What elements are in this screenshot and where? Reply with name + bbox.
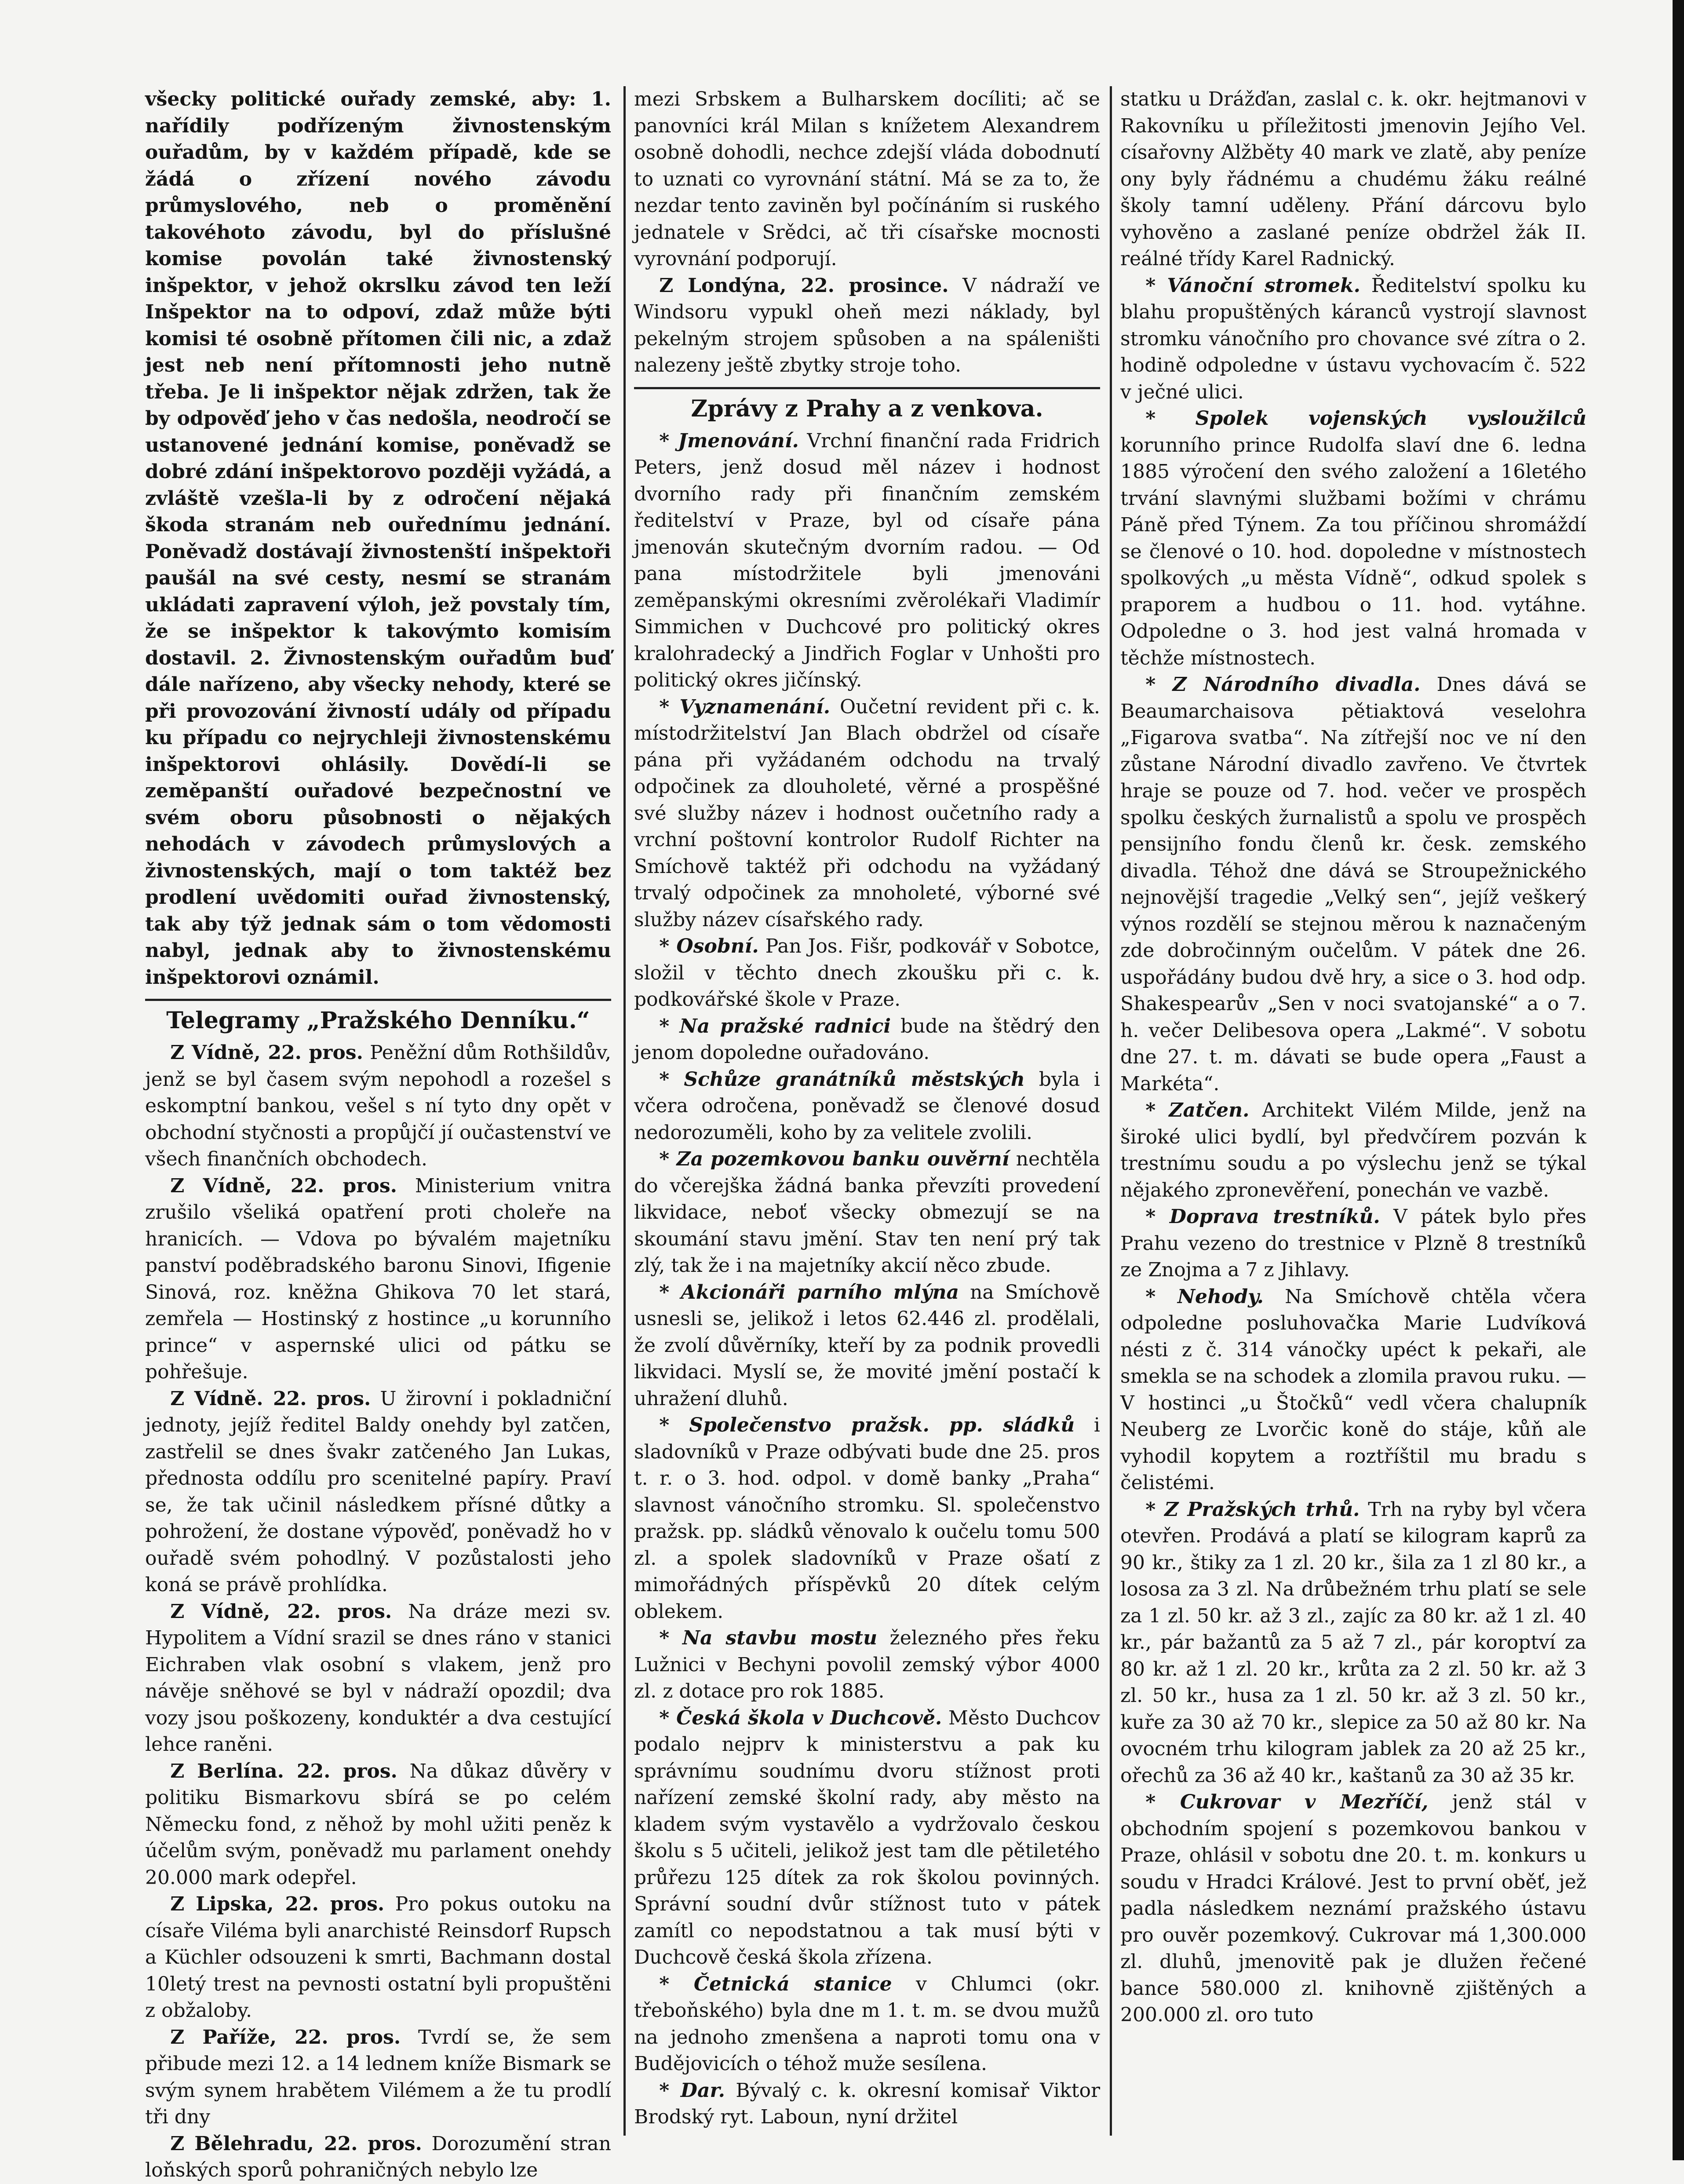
article-text: všecky politické ouřady zemské, aby: 1. nařídily podřízeným živnostenským ouřadům, by v každém případě, kde se žádá o zřízení nového závodu průmyslového, neb o proměnění takovéhoto závodu, byl do příslušné komise povolán také živnostenský inšpektor, v jehož okrslku závod ten leží Inšpektor na to odpoví, zdaž může býti komisi té osobně přítomen čili nic, a zdaž jest neb není přítomnosti jeho nutně třeba. Je li inšpektor nějak zdržen, tak že by odpověď jeho v čas nedošla, neodročí se ustanovené jednání komise, poněvadž se dobré zdání inšpektorovo později vyžádá, a zvláště vzešla-li by z odročení nějaká škoda stranám neb ouřednímu jednání. Poněvadž dostávají živnostenští inšpektoři paušál na své cesty, nesmí se stranám ukládati zapravení výloh, jež povstaly tím, že se inšpektor k takovýmto komisím dostavil. 2. Živnostenským ouřadům buď dále nařízeno, aby všecky nehody, které se při provozování živností udály od případu ku případu co nejrychleji živnostenskému inšpektorovi ohlásily. Dovědí-li se zeměpanští ouřadové bezpečnostní ve svém oboru působnosti o nějakých nehodách v závodech průmyslových a živnostenských, mají o tom taktéž bez prodlení uvědomiti ouřad živnostenský, tak aby týž jednak sám o tom vědomosti nabyl, jednak aby to živnostenskému inšpektorovi oznámil. bbox=[145, 88, 611, 989]
news-kicker: * Z Národního divadla. bbox=[1145, 673, 1421, 696]
news-kicker: * Na stavbu mostu bbox=[659, 1627, 878, 1649]
news-text: Trh na ryby byl včera otevřen. Prodává a platí se kilogram kaprů za 90 kr., štiky za 1 zl. 20 kr., šila za 1 zl 80 kr., a lososa za 3 zl. Na drůbežném trhu platí se sele za 1 zl. 50 kr. až 3 zl., zajíc za 80 kr. až 1 zl. 40 kr., pár bažantů za 5 až 7 zl., pár koroptví za 80 kr. až 1 zl. 20 kr., krůta za 2 zl. 50 kr. až 3 zl. 50 kr., husa za 1 zl. 50 kr. až 3 zl. 50 kr., kuře za 30 až 70 kr., slepice za 50 až 80 kr. Na ovocném trhu kilogram jablek za 20 až 25 kr., ořechů za 36 až 40 kr., kaštanů za 30 až 35 kr. bbox=[1120, 1498, 1586, 1787]
news-text: Město Duchcov podalo nejprv k ministerstvu a pak ku správnímu soudnímu dvoru stížnost proti nařízení zemské školní rady, aby město na kladem svým vystavělo a vydržovalo českou školu s 5 učiteli, jelikož jest tam dle pětiletého průřezu 125 dítek za rok školou povinných. Správní soudní dvůr stížnost tuto v pátek zamítl co nepodstatnou a tak musí býti v Duchcově česká škola zřízena. bbox=[634, 1706, 1100, 1969]
news-kicker: * Akcionáři parního mlýna bbox=[659, 1281, 959, 1304]
news-kicker: * Spolek vojenských vysloužilců bbox=[1145, 407, 1586, 430]
news-item bbox=[634, 1279, 1100, 1413]
telegram-item bbox=[145, 1040, 611, 1173]
dateline: Z Londýna, 22. prosince. bbox=[659, 274, 949, 297]
news-text: byla i včera odročena, poněvadž se členové dosud nedorozuměli, koho by za velitele zvolili. bbox=[634, 1068, 1100, 1144]
section-heading-prague-news: Zprávy z Prahy a z venkova. bbox=[691, 395, 1043, 422]
news-text: Dnes dává se Beaumarchaisova pětiaktová veselohra „Figarova svatba“. Na zítřejší noc ve ní den zůstane Národní divadlo zavřeno. Ve čtvrtek hraje se pouze od 7. hod. večer ve prospěch spolku českých žurnalistů a spolu ve prospěch pensijního fondu členů kr. česk. zemského divadla. Téhož dne dává se Stroupežnického nejnovější tragedie „Velký sen“, jejíž veškerý výnos rozdělí se stejnou měrou k naznačeným zde dobročinným oučelům. V pátek dne 26. uspořádány budou dvě hry, a sice o 3. hod odp. Shakespearův „Sen v noci svatojanské“ a o 7. h. večer Delibesova opera „Lakmé“. V sobotu dne 27. t. m. dávati se bude opera „Faust a Markéta“. bbox=[1120, 673, 1586, 1095]
news-item bbox=[1120, 1497, 1586, 1790]
telegram-item bbox=[145, 2131, 611, 2184]
news-kicker: * Nehody. bbox=[1145, 1285, 1264, 1308]
telegram-item bbox=[145, 2024, 611, 2131]
column-2 bbox=[634, 86, 1100, 2136]
dateline: Z Berlína. 22. pros. bbox=[170, 1760, 397, 1782]
news-text: železného přes řeku Lužnici v Bechyni povolil zemský výbor 4000 zl. z dotace pro rok 1885. bbox=[634, 1627, 1100, 1702]
news-kicker: * Dar. bbox=[659, 2079, 725, 2102]
news-kicker: * Schůze granátníků městských bbox=[659, 1068, 1025, 1091]
telegram-text: Tvrdí se, že sem přibude mezi 12. a 14 lednem kníže Bismark se svým synem hrabětem Vilémem a že tu prodlí tři dny bbox=[145, 2026, 611, 2128]
news-kicker: * Vyznamenání. bbox=[659, 695, 831, 718]
news-text: Oučetní revident při c. k. místodržitelství Jan Blach obdržel od císaře pána při vyžádaném odchodu na trvalý odpočinek za dlouholeté, věrné a prospěšné své služby název i hodnost oučetního rady a vrchní poštovní kontrolor Rudolf Richter na Smíchově taktéž při odchodu na vyžádaný trvalý odpočinek za mnoholeté, výborné své služby název císařského rady. bbox=[634, 695, 1100, 931]
article-text: statku u Drážďan, zaslal c. k. okr. hejtmanovi v Rakovníku u příležitosti jmenovin Jejího Vel. císařovny Alžběty 40 mark ve zlatě, aby peníze ony byly řádnému a chudému žáku reálné školy tamní uděleny. Přání dárcovu bylo vyhověno a zaslané peníze obdržel žák II. reálné třídy Karel Radnický. bbox=[1120, 88, 1586, 270]
dateline: Z Vídně. 22. pros. bbox=[170, 1387, 371, 1410]
news-text: Architekt Vilém Milde, jenž na široké ulici bydlí, byl předvčírem pozván k trestnímu soudu a po výslechu jenž se týkal nějakého zpronevěření, ponechán ve vazbě. bbox=[1120, 1099, 1586, 1202]
news-item bbox=[634, 933, 1100, 1013]
dateline: Z Lipska, 22. pros. bbox=[170, 1893, 385, 1915]
news-text: korunního prince Rudolfa slaví dne 6. ledna 1885 výročení den svého založení a 16letého trvání slavnými službami božími v chrámu Páně před Týnem. Za tou příčinou shromáždí se členové o 10. hod. dopoledne v místnostech spolkových „u města Vídně“, odkud spolek s praporem a hudbou o 11. hod. vytáhne. Odpoledne o 3. hod jest valná hromada v těchže místnostech. bbox=[1120, 434, 1586, 669]
news-text: V pátek bylo přes Prahu vezeno do trestnice v Plzně 8 trestníků ze Znojma a 7 z Jihlavy. bbox=[1120, 1205, 1586, 1281]
news-item bbox=[634, 1625, 1100, 1705]
news-item bbox=[1120, 1097, 1586, 1204]
scan-edge bbox=[1673, 0, 1684, 2160]
telegram-item bbox=[145, 1599, 611, 1758]
telegram-text: Na důkaz důvěry v politiku Bismarkovu sbírá se po celém Německu fond, z něhož by mohl užiti peněz k účelům svým, poněvadž mu parlament onehdy 20.000 mark odepřel. bbox=[145, 1760, 611, 1889]
news-kicker: * Z Pražských trhů. bbox=[1145, 1498, 1360, 1521]
news-kicker: * Četnická stanice bbox=[659, 1972, 892, 1995]
news-item bbox=[1120, 1789, 1586, 2029]
news-item bbox=[634, 1066, 1100, 1147]
news-item bbox=[1120, 405, 1586, 672]
news-text: Na Smíchově chtěla včera odpoledne posluhovačka Marie Ludvíková nésti z č. 314 vánočky upéct k pekaři, ale smekla se na schodek a zlomila pravou ruku. — V hostinci „u Štočků“ vedl včera chalupník Neuberg ze Lvorčic koně do stáje, kůň ale vyhodil kopytem a roztříštil mu bradu s čelistémi. bbox=[1120, 1285, 1586, 1494]
news-text: na Smíchově usnesli se, jelikož i letos 62.446 zl. prodělali, že zvolí důvěrníky, kteří by za podnik provedli likvidaci. Myslí se, že movité jmění postačí k uhražení dluhů. bbox=[634, 1281, 1100, 1410]
news-item bbox=[634, 694, 1100, 934]
telegram-item bbox=[145, 1758, 611, 1892]
news-text: i sladovníků v Praze odbývati bude dne 25. pros t. r. o 3. hod. odpol. v domě banky „Praha“ slavnost vánočního stromku. Sl. společenstvo pražsk. pp. sládků věnovalo k oučelu tomu 500 zl. a spolek sladovníků v Praze ošatí z mimořádných příspěvků 20 dítek celým oblekem. bbox=[634, 1414, 1100, 1623]
news-item bbox=[634, 2078, 1100, 2131]
telegram-text: Na dráze mezi sv. Hypolitem a Vídní srazil se dnes ráno v stanici Eichraben vlak osobní s vlakem, jenž pro návěje sněhové se byl v nádraží opozdil; dva vozy jsou poškozeny, konduktér a dva cestující lehce raněni. bbox=[145, 1600, 611, 1756]
telegram-text: Ministerium vnitra zrušilo všeliká opatření proti choleře na hranicích. — Vdova po bývalém majetníku panství poděbradského baronu Sinovi, Ifigenie Sinová, roz. kněžna Ghikova 70 let stará, zemřela — Hostinský z hostince „u korunního prince“ v aspernské ulici od pátku se pohřešuje. bbox=[145, 1174, 611, 1383]
news-kicker: * Za pozemkovou banku ouvěrní bbox=[659, 1148, 1010, 1170]
telegram-item bbox=[145, 1891, 611, 2024]
news-item bbox=[1120, 1204, 1586, 1284]
telegram-text: Dorozumění stran loňských sporů pohraničných nebylo lze bbox=[145, 2132, 611, 2181]
telegram-item bbox=[634, 273, 1100, 379]
column-3 bbox=[1120, 86, 1586, 2136]
news-text: Pan Jos. Fišr, podkovář v Sobotce, složil v těchto dnech zkoušku při c. k. podkovářské škole v Praze. bbox=[634, 935, 1100, 1011]
dateline: Z Vídně, 22. pros. bbox=[170, 1600, 392, 1623]
news-text: Bývalý c. k. okresní komisař Viktor Brodský ryt. Laboun, nyní držitel bbox=[634, 2079, 1100, 2128]
news-kicker: * Zatčen. bbox=[1145, 1099, 1250, 1121]
news-kicker: * Vánoční stromek. bbox=[1145, 274, 1360, 297]
dateline: Z Paříže, 22. pros. bbox=[170, 2026, 401, 2049]
article-text: mezi Srbskem a Bulharskem docíliti; ač se panovníci král Milan s knížetem Alexandrem osobně dohodli, nechce zdejší vláda dobodnutí to uznati co vyrovnání státní. Má se za to, že nezdar tento zaviněn byl počínáním si ruského jednatele v Srědci, ač tři císařske mocnosti vyrovnání podporují. bbox=[634, 88, 1100, 270]
news-text: nechtěla do včerejška žádná banka převzíti provedení likvidace, neboť všecky obmezují se na skoumání stavu jmění. Stav ten není prý tak zlý, tak že i na majetníky akcií něco zbude. bbox=[634, 1148, 1100, 1277]
telegram-text: Peněžní dům Rothšildův, jenž se byl časem svým nepohodl a rozešel s eskomptní bankou, vešel s ní tyto dny opět v obchodní styčnosti a propůjčí jí oučastenství ve všech finančních obchodech. bbox=[145, 1041, 611, 1170]
telegram-item bbox=[145, 1173, 611, 1386]
news-item bbox=[634, 1971, 1100, 2078]
column-rule-2 bbox=[1110, 86, 1112, 2136]
news-text: v Chlumci (okr. třeboňského) byla dne m 1. t. m. se dvou mužů na jednoho zmenšena a naproti tomu ona v Budějovicích o téhož muže sesílena. bbox=[634, 1972, 1101, 2075]
telegram-text: V nádraží ve Windsoru vypukl oheň mezi náklady, byl pekelným strojem spůsoben a na spáleništi nalezeny ještě zbytky stroje toho. bbox=[634, 274, 1100, 376]
news-text: Ředitelství spolku ku blahu propuštěných káranců vystrojí slavnost stromku vánočního pro chovance své zítra o 2. hodině odpoledne v ústavu vychovacím č. 522 v ječné ulici. bbox=[1120, 274, 1586, 403]
news-item bbox=[1120, 1284, 1586, 1497]
column-rule-1 bbox=[623, 86, 626, 2136]
telegram-item bbox=[145, 1386, 611, 1599]
news-item bbox=[634, 428, 1100, 694]
news-item bbox=[634, 1146, 1100, 1279]
news-text: Vrchní finanční rada Fridrich Peters, jenž dosud měl název i hodnost dvorního rady při finančním zemském ředitelství v Praze, byl od císaře pána jmenován skutečným dvorním radou. — Od pana místodržitele byli jmenováni zeměpanskými okresními zvěrolékaři Vladimír Simmichen v Duchcové pro politický okres kralohradecký a Jindřich Foglar v Unhošti pro politický okres jičínský. bbox=[634, 429, 1100, 691]
news-kicker: * Cukrovar v Mezříčí, bbox=[1145, 1791, 1429, 1813]
news-kicker: * Osobní. bbox=[659, 935, 759, 957]
news-item bbox=[634, 1705, 1100, 1971]
dateline: Z Vídně, 22. pros. bbox=[170, 1041, 363, 1064]
dateline: Z Bělehradu, 22. pros. bbox=[170, 2132, 422, 2155]
dateline: Z Vídně, 22. pros. bbox=[170, 1174, 397, 1197]
news-item bbox=[1120, 273, 1586, 406]
column-1 bbox=[145, 86, 611, 2181]
news-kicker: * Doprava trestníků. bbox=[1145, 1205, 1380, 1228]
news-item bbox=[1120, 672, 1586, 1097]
telegram-text: U žirovní i pokladniční jednoty, jejíž ředitel Baldy onehdy byl zatčen, zastřelil se dnes švakr zatčeného Jan Lukas, přednosta oddílu pro scenitelné papíry. Praví se, že tak učinil následkem přísné důtky a pohrožení, že dostane výpověď, poněvadž ho v ouřadě svém pohodlný. V pozůstalosti jeho koná se právě prohlídka. bbox=[145, 1387, 611, 1596]
section-heading-telegrams: Telegramy „Pražského Denníku.“ bbox=[166, 1007, 590, 1034]
news-text: jenž stál v obchodním spojení s pozemkovou bankou v Praze, ohlásil v sobotu dne 20. t. m. konkurs u soudu v Hradci Králové. Jest to první oběť, jež padla následkem neznámí pražského ústavu pro ouvěr pozemkový. Cukrovar má 1,300.000 zl. dluhů, jmenovitě pak je dlužen řečené bance 580.000 zl. knihovně zjištěných a 200.000 zl. oro tuto bbox=[1120, 1791, 1586, 2026]
news-kicker: * Na pražské radnici bbox=[659, 1015, 891, 1037]
section-divider bbox=[145, 999, 611, 1001]
news-kicker: * Jmenování. bbox=[659, 429, 799, 452]
section-divider bbox=[634, 387, 1100, 389]
news-text: bude na štědrý den jenom dopoledne ouřadováno. bbox=[634, 1015, 1100, 1064]
news-item bbox=[634, 1412, 1100, 1625]
news-kicker: * Česká škola v Duchcově. bbox=[659, 1706, 942, 1729]
news-item bbox=[634, 1013, 1100, 1066]
telegram-text: Pro pokus outoku na císaře Viléma byli anarchisté Reinsdorf Rupsch a Küchler odsouzeni k smrti, Bachmann dostal 10letý trest na pevnosti ostatní byli propuštěni z obžaloby. bbox=[145, 1893, 611, 2022]
news-kicker: * Společenstvo pražsk. pp. sládků bbox=[659, 1414, 1075, 1436]
